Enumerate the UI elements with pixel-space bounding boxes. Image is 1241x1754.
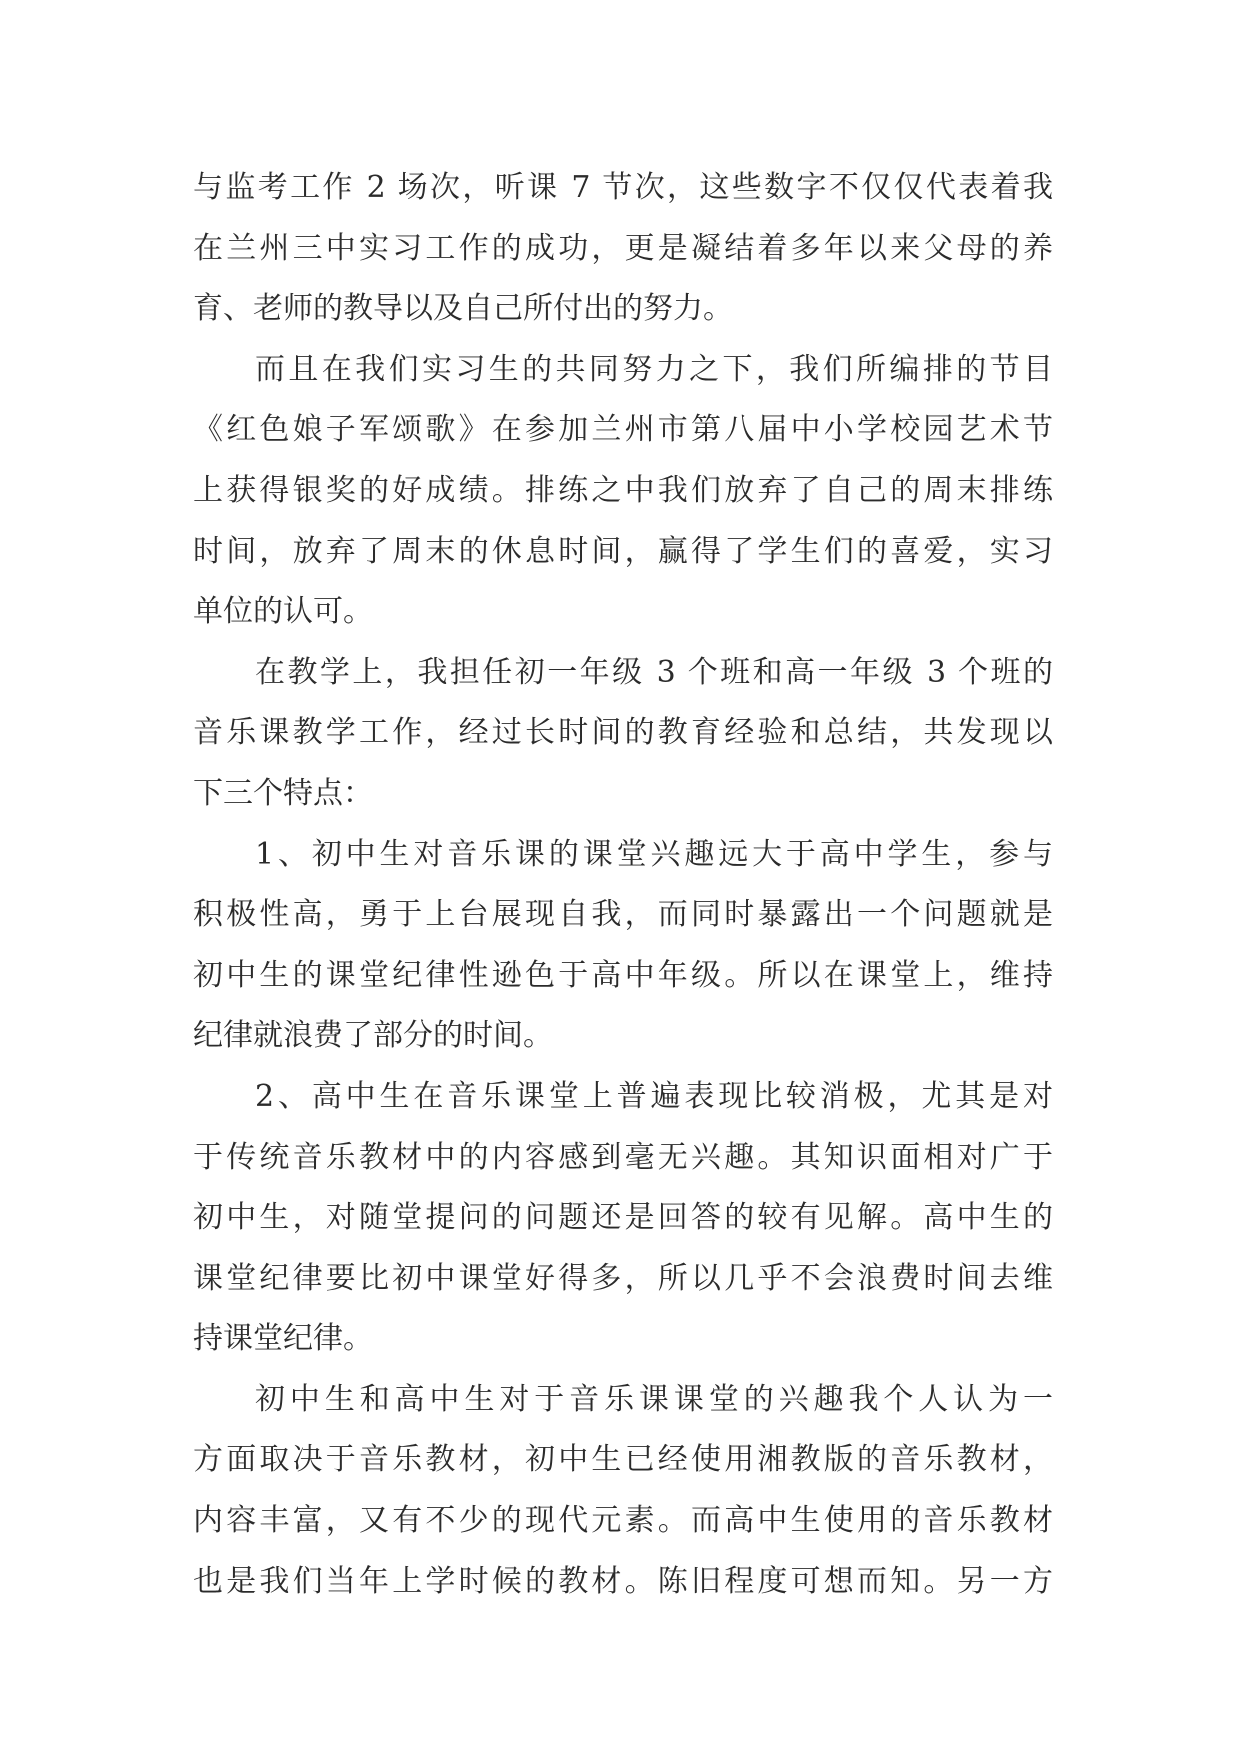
text-line: 纪律就浪费了部分的时间。 <box>193 1018 553 1054</box>
text-line: 也是我们当年上学时候的教材。陈旧程度可想而知。另一方 <box>193 1563 1053 1599</box>
paragraph-3 <box>193 643 1053 825</box>
text-line: 初中生，对随堂提问的问题还是回答的较有见解。高中生的 <box>193 1200 1053 1236</box>
paragraph-5 <box>193 1067 1053 1370</box>
text-line: 单位的认可。 <box>193 594 373 630</box>
text-line: 在教学上，我担任初一年级 3 个班和高一年级 3 个班的 <box>255 654 1053 690</box>
text-line: 课堂纪律要比初中课堂好得多，所以几乎不会浪费时间去维 <box>193 1260 1053 1296</box>
paragraph-4 <box>193 825 1053 1067</box>
text-line: 初中生和高中生对于音乐课课堂的兴趣我个人认为一 <box>255 1381 1053 1417</box>
text-line: 音乐课教学工作，经过长时间的教育经验和总结，共发现以 <box>193 715 1053 751</box>
text-line: 1、初中生对音乐课的课堂兴趣远大于高中学生，参与 <box>255 836 1053 872</box>
paragraph-1 <box>193 158 1053 340</box>
text-line: 《红色娘子军颂歌》在参加兰州市第八届中小学校园艺术节 <box>193 412 1053 448</box>
text-line: 下三个特点： <box>193 775 373 811</box>
text-line: 于传统音乐教材中的内容感到毫无兴趣。其知识面相对广于 <box>193 1139 1053 1175</box>
paragraph-2 <box>193 340 1053 643</box>
text-line: 与监考工作 2 场次，听课 7 节次，这些数字不仅仅代表着我 <box>193 170 1053 205</box>
text-line: 积极性高，勇于上台展现自我，而同时暴露出一个问题就是 <box>193 897 1053 933</box>
body-text <box>193 158 1053 1612</box>
text-line: 上获得银奖的好成绩。排练之中我们放弃了自己的周末排练 <box>193 472 1053 508</box>
text-line: 而且在我们实习生的共同努力之下，我们所编排的节目 <box>255 351 1053 387</box>
text-line: 内容丰富，又有不少的现代元素。而高中生使用的音乐教材 <box>193 1503 1053 1539</box>
text-line: 育、老师的教导以及自己所付出的努力。 <box>193 291 733 327</box>
text-line: 在兰州三中实习工作的成功，更是凝结着多年以来父母的养 <box>193 230 1053 266</box>
text-line: 2、高中生在音乐课堂上普遍表现比较消极，尤其是对 <box>255 1078 1053 1114</box>
text-line: 持课堂纪律。 <box>193 1321 373 1357</box>
text-line: 时间，放弃了周末的休息时间，赢得了学生们的喜爱，实习 <box>193 533 1053 569</box>
text-line: 初中生的课堂纪律性逊色于高中年级。所以在课堂上，维持 <box>193 957 1053 993</box>
text-line: 方面取决于音乐教材，初中生已经使用湘教版的音乐教材， <box>193 1442 1053 1478</box>
paragraph-6 <box>193 1370 1053 1612</box>
